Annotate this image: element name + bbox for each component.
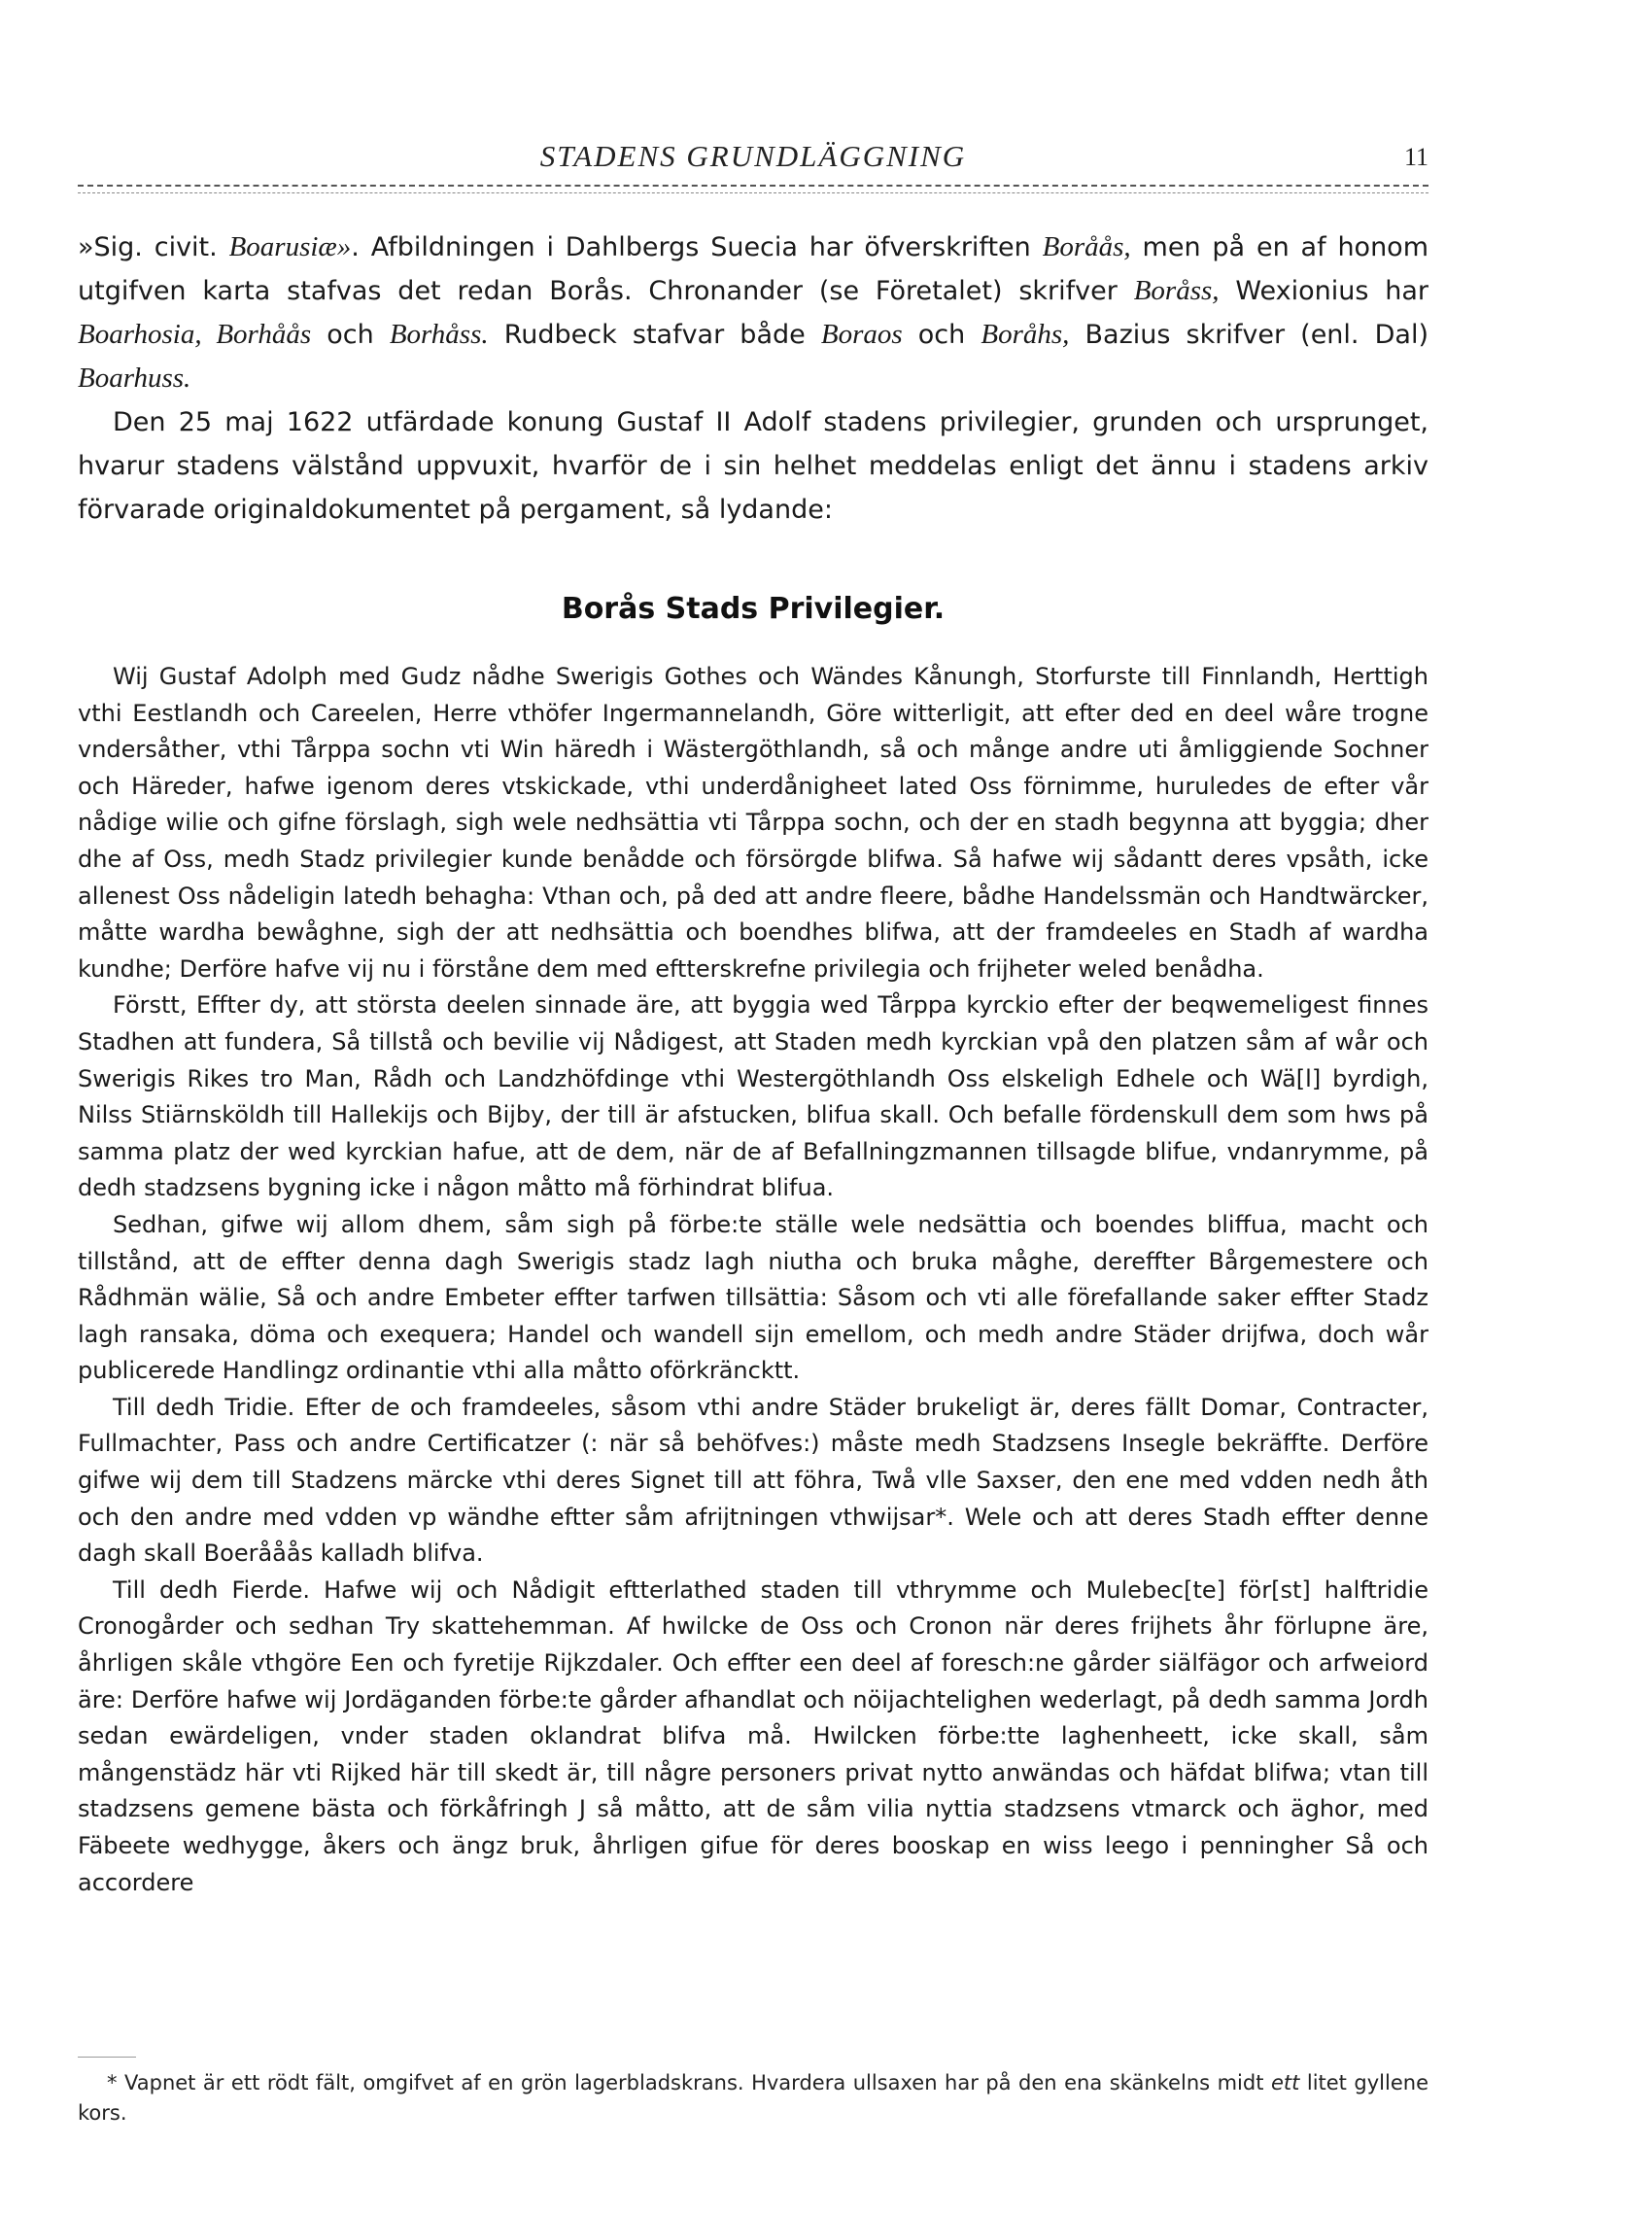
privilege-paragraph: Till dedh Tridie. Efter de och framdeeles, såsom vthi andre Städer brukeligt är, deres fällt Domar, Contracter, Fullmachter, Pass och andre Certificatzer (: när så behöfves:) måste medh Stadzsens Insegle bekräffte. Derföre gifwe wij dem till Stadzens märcke vthi deres Signet till att föhra, Twå vlle Saxser, den ene med vdden nedh åth och den andre med vdden vp wändhe eftter såm afrijtningen vthwijsar*. Wele och att deres Stadh effter denne dagh skall Boerååås kalladh blifva. xyxy=(78,1393,1428,1568)
intro-section xyxy=(78,225,1428,532)
section-heading: Borås Stads Privilegier. xyxy=(561,592,946,626)
intro-paragraph-2: Den 25 maj 1622 utfärdade konung Gustaf II Adolf stadens privilegier, grunden och ursprunget, hvarur stadens välstånd uppvuxit, hvarför de i sin helhet meddelas enligt det ännu i stadens arkiv förvarade originaldokumentet på pergament, så lydande: xyxy=(78,407,1428,525)
running-head xyxy=(78,139,1428,178)
privilege-paragraph: Wij Gustaf Adolph med Gudz nådhe Swerigis Gothes och Wändes Kånungh, Storfurste till Finnlandh, Herttigh vthi Eestlandh och Careelen, Herre vthöfer Ingermannelandh, Göre witterligit, att efter ded en deel wåre trogne vndersåther, vthi Tårppa sochn vti Win häredh i Wästergöthlandh, så och månge andre uti åmliggiende Sochner och Häreder, hafwe igenom deres vtskickade, vthi underdånigheet lated Oss förnimme, huruledes de efter vår nådige wilie och gifne förslagh, sigh wele nedhsättia vti Tårppa sochn, och der en stadh begynna att byggia; dher dhe af Oss, medh Stadz privilegier kunde benådde och försörgde blifwa. Så hafwe wij sådantt deres vpsåth, icke allenest Oss nådeligin latedh behagha: Vthan och, på ded att andre fleere, bådhe Handelssmän och Handtwärcker, måtte wardha bewåghne, sigh der att nedhsättia och boendhes blifwa, att der framdeeles en Stadh af wardha kundhe; Derföre hafve vij nu i förståne dem med eftterskrefne privilegia och frijheter weled benådha. xyxy=(78,663,1428,983)
privilege-paragraph: Förstt, Effter dy, att största deelen sinnade äre, att byggia wed Tårppa kyrckio efter der beqwemeligest finnes Stadhen att fundera, Så tillstå och bevilie vij Nådigest, att Staden medh kyrckian vpå den platzen såm af wår och Swerigis Rikes tro Man, Rådh och Landzhöfdinge vthi Westergöthlandh Oss elskeligh Edhele och Wä[l] byrdigh, Nilss Stiärnsköldh till Hallekijs och Bijby, der till är afstucken, blifua skall. Och befalle fördenskull dem som hws på samma platz der wed kyrckian hafue, att de dem, när de af Befallningzmannen tillsagde blifue, vndanrymme, på dedh stadzsens bygning icke i någon måtto må förhindrat blifua. xyxy=(78,991,1428,1202)
privilege-paragraph: Till dedh Fierde. Hafwe wij och Nådigit eftterlathed staden till vthrymme och Mulebec[te] för[st] halftridie Cronogårder och sedhan Try skattehemman. Af hwilcke de Oss och Cronon när deres frijhets åhr förlupne äre, åhrligen skåle vthgöre Een och fyretije Rijkzdaler. Och effter een deel af foresch:ne gårder siälfägor och arfweiord äre: Derföre hafwe wij Jordäganden förbe:te gårder afhandlat och nöijachtelighen wederlagt, på dedh samma Jordh sedan ewärdeligen, vnder staden oklandrat blifva må. Hwilcken förbe:tte laghenheett, icke skall, såm mångenstädz här vti Rijked här till skedt är, till någre personers privat nytto anwändas och häfdat blifwa; vtan till stadzsens gemene bästa och förkåfringh J så måtto, att de såm vilia nyttia stadzsens vtmarck och äghor, med Fäbeete wedhygge, åkers och ängz bruk, åhrligen gifue för deres booskap en wiss leego i penningher Så och accordere xyxy=(78,1575,1428,1896)
footnote-rule xyxy=(78,2057,136,2058)
header-rule xyxy=(78,185,1428,193)
intro-paragraph-1: »Sig. civit. Boarusiæ». Afbildningen i Dahlbergs Suecia har öfverskriften Boråås, men på en af honom utgifven karta stafvas det redan Borås. Chronander (se Företalet) skrifver Boråss, Wexionius har Boarhosia, Borhåås och Borhåss. Rudbeck stafvar både Boraos och Boråhs, Bazius skrifver (enl. Dal) Boarhuss. xyxy=(78,231,1429,394)
page-number: 11 xyxy=(1403,143,1428,171)
running-title: STADENS GRUNDLÄGGNING xyxy=(539,139,967,173)
privilege-paragraph: Sedhan, gifwe wij allom dhem, såm sigh på förbe:te ställe wele nedsättia och boendes bliffua, macht och tillstånd, att de effter denna dagh Swerigis stadz lagh niutha och bruka måghe, dereffter Bårgemestere och Rådhmän wälie, Så och andre Embeter effter tarfwen tillsättia: Såsom och vti alle förefallande saker effter Stadz lagh ransaka, döma och exequera; Handel och wandell sijn emellom, och medh andre Städer drijfwa, doch wår publicerede Handlingz ordinantie vthi alla måtto oförkräncktt. xyxy=(78,1210,1428,1385)
page-body xyxy=(78,225,1428,1901)
footnote: * Vapnet är ett rödt fält, omgifvet af en grön lagerbladskrans. Hvardera ullsaxen har på den ena skänkelns midt ett litet gyllene kors. xyxy=(78,2071,1429,2125)
privilege-text xyxy=(78,659,1428,1901)
